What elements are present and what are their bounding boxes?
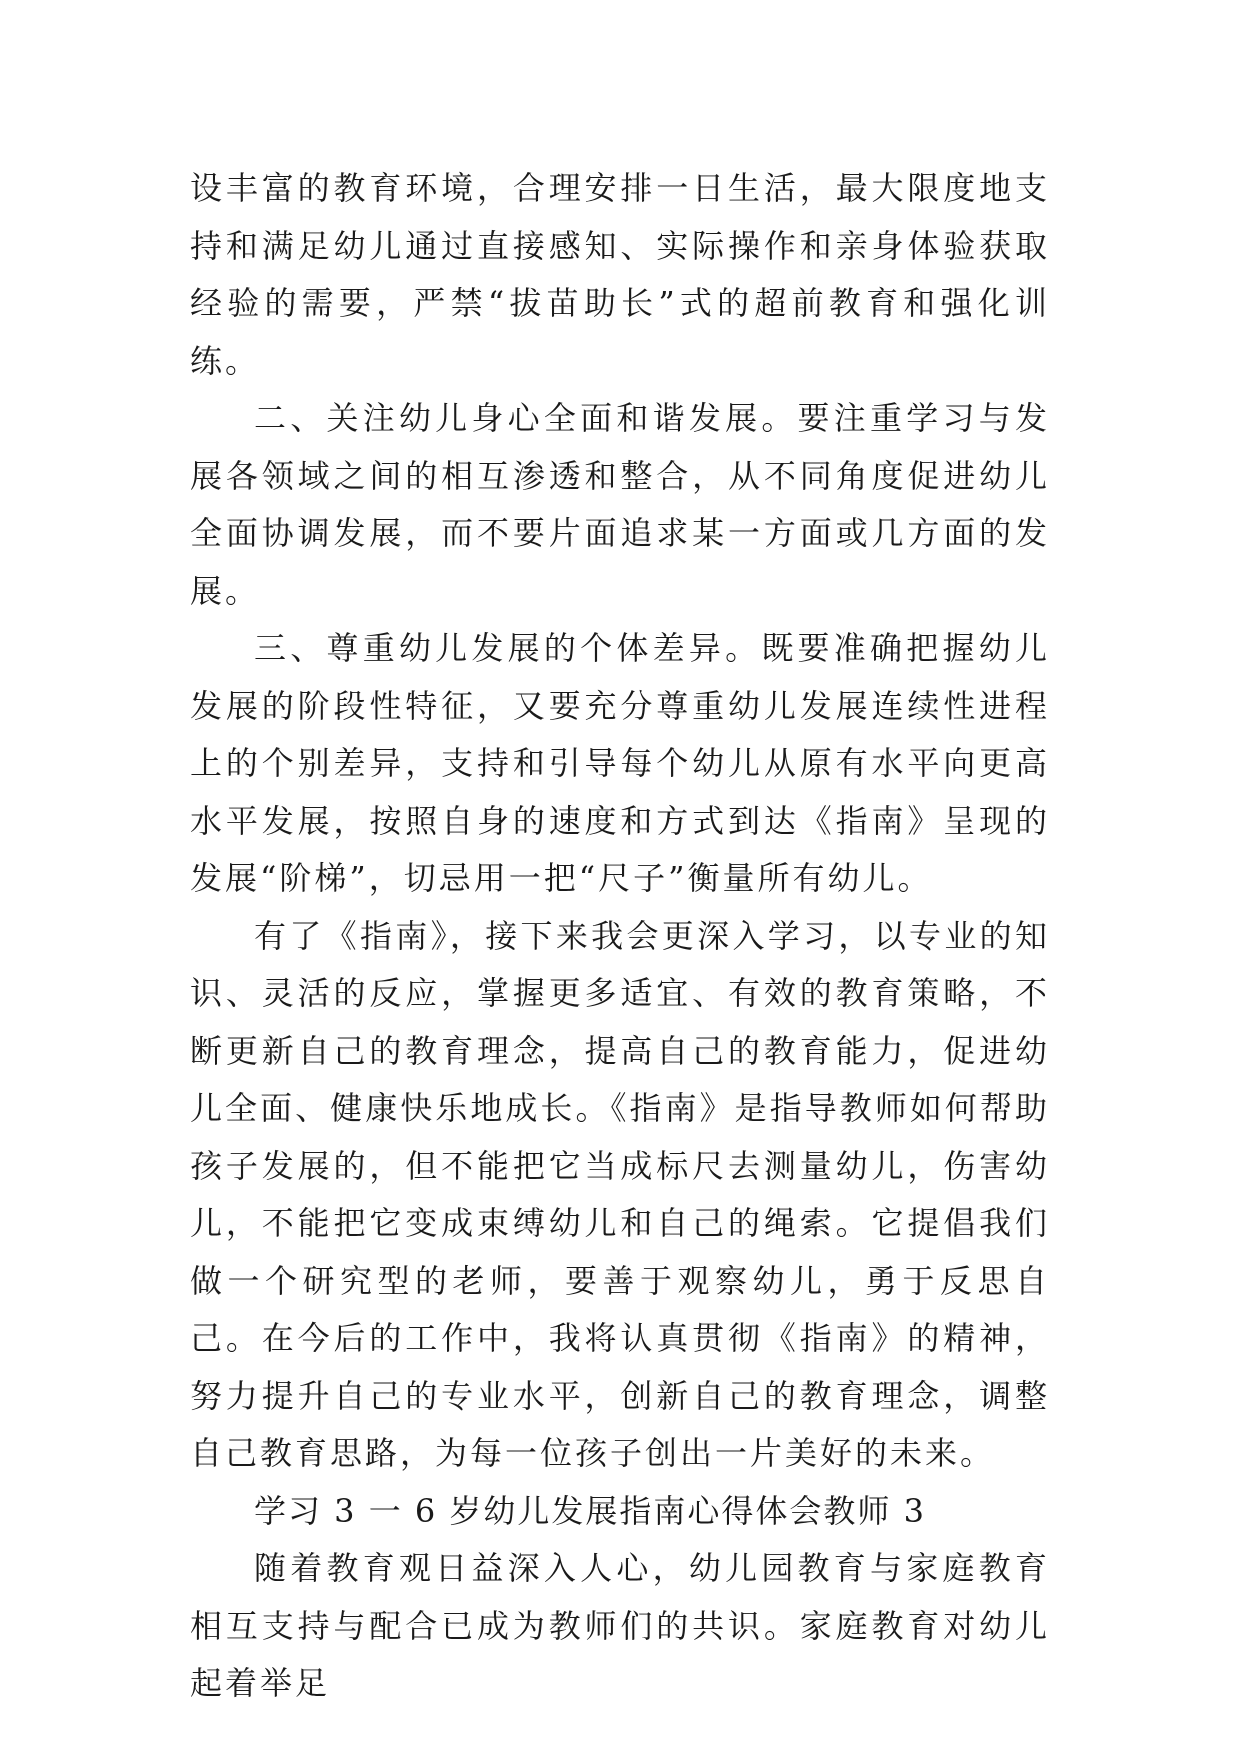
section-heading: 学习 3 一 6 岁幼儿发展指南心得体会教师 3 (254, 1491, 926, 1530)
paragraph-point-two: 二、关注幼儿身心全面和谐发展。要注重学习与发展各领域之间的相互渗透和整合，从不同角度促进幼儿全面协调发展，而不要片面追求某一方面或几方面的发展。 (190, 399, 1050, 610)
paragraph-final: 随着教育观日益深入人心，幼儿园教育与家庭教育相互支持与配合已成为教师们的共识。家庭教育对幼儿起着举足 (190, 1549, 1050, 1702)
paragraph-continuation: 设丰富的教育环境，合理安排一日生活，最大限度地支持和满足幼儿通过直接感知、实际操作和亲身体验获取经验的需要，严禁“拔苗助长”式的超前教育和强化训练。 (190, 169, 1050, 380)
document-body (190, 160, 1050, 1713)
paragraph-point-three: 三、尊重幼儿发展的个体差异。既要准确把握幼儿发展的阶段性特征，又要充分尊重幼儿发展连续性进程上的个别差异，支持和引导每个幼儿从原有水平向更高水平发展，按照自身的速度和方式到达《指南》呈现的发展“阶梯”，切忌用一把“尺子”衡量所有幼儿。 (190, 629, 1050, 897)
paragraph-conclusion: 有了《指南》，接下来我会更深入学习，以专业的知识、灵活的反应，掌握更多适宜、有效的教育策略，不断更新自己的教育理念，提高自己的教育能力，促进幼儿全面、健康快乐地成长。《指南》是指导教师如何帮助孩子发展的，但不能把它当成标尺去测量幼儿，伤害幼儿，不能把它变成束缚幼儿和自己的绳索。它提倡我们做一个研究型的老师，要善于观察幼儿，勇于反思自己。在今后的工作中，我将认真贯彻《指南》的精神，努力提升自己的专业水平，创新自己的教育理念，调整自己教育思路，为每一位孩子创出一片美好的未来。 (190, 916, 1050, 1472)
